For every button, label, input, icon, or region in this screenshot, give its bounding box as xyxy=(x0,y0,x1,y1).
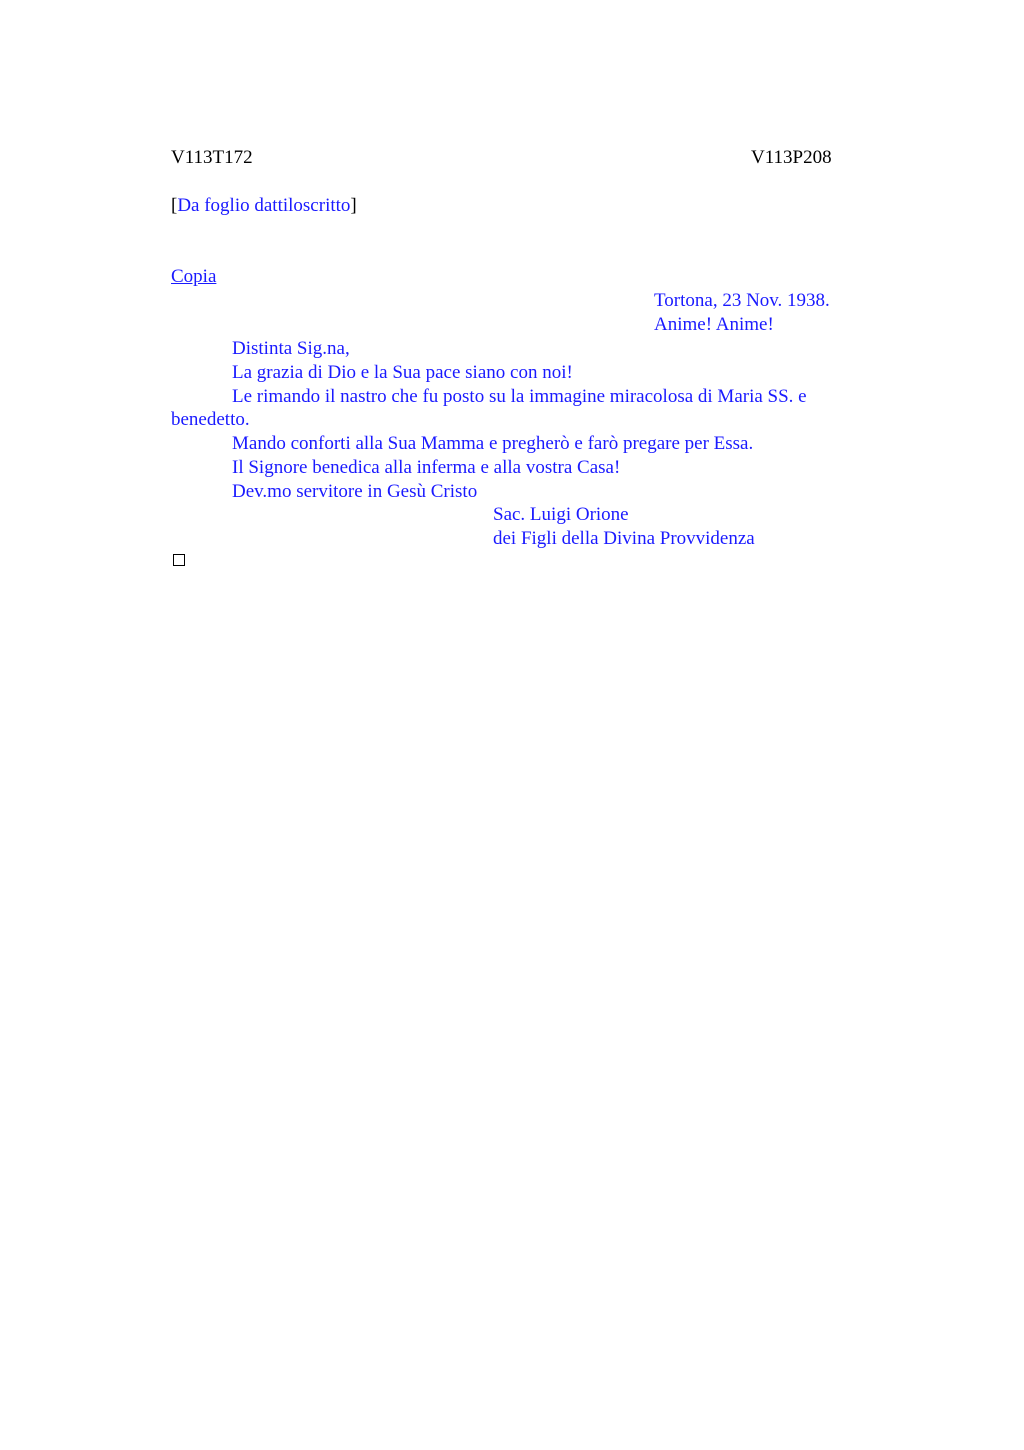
signature-name: Sac. Luigi Orione xyxy=(493,504,629,525)
copy-label: Copia xyxy=(171,266,217,287)
letter-paragraph: Le rimando il nastro che fu posto su la immagine miracolosa di Maria SS. e xyxy=(232,386,807,407)
letter-paragraph: Il Signore benedica alla inferma e alla vostra Casa! xyxy=(232,457,621,478)
signature-affiliation: dei Figli della Divina Provvidenza xyxy=(493,528,755,549)
letter-salutation: Distinta Sig.na, xyxy=(232,338,350,359)
source-open-bracket: [ xyxy=(171,195,178,216)
source-close-bracket: ] xyxy=(350,195,357,216)
source-note xyxy=(171,194,357,218)
letter-paragraph: La grazia di Dio e la Sua pace siano con noi! xyxy=(232,362,573,383)
source-text: Da foglio dattiloscritto xyxy=(177,195,351,216)
place-date: Tortona, 23 Nov. 1938. xyxy=(654,290,830,311)
letter-paragraph: Mando conforti alla Sua Mamma e pregherò e farò pregare per Essa. xyxy=(232,433,754,454)
end-square-icon xyxy=(173,554,185,566)
document-code-right: V113P208 xyxy=(751,147,832,168)
letter-closing: Dev.mo servitore in Gesù Cristo xyxy=(232,481,478,502)
document-code-left: V113T172 xyxy=(171,147,253,168)
letter-motto: Anime! Anime! xyxy=(654,314,774,335)
letter-paragraph-continuation: benedetto. xyxy=(171,409,250,430)
